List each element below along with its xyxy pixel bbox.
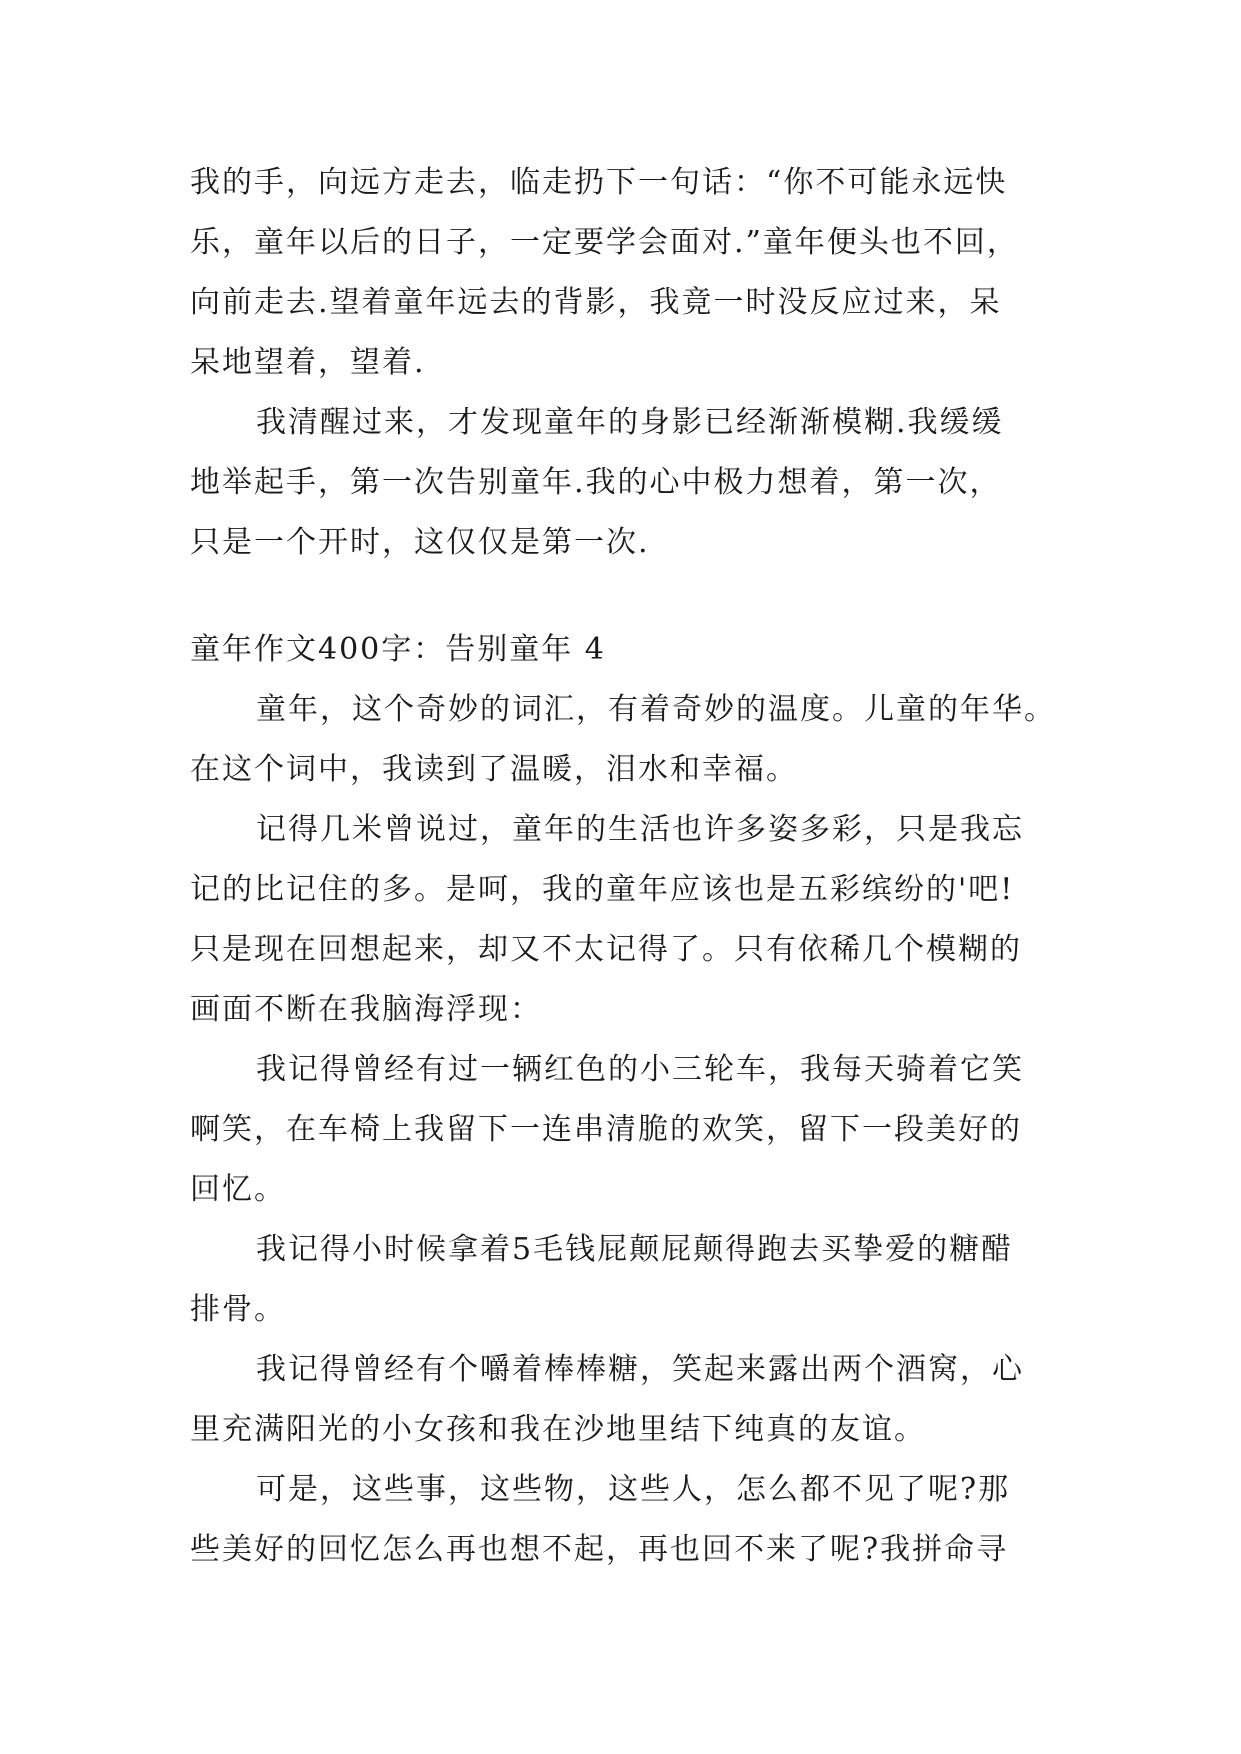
text-line: 乐，童年以后的日子，一定要学会面对.”童年便头也不回，	[190, 225, 1019, 260]
text-line: 可是，这些事，这些物，这些人，怎么都不见了呢?那	[256, 1472, 1011, 1507]
text-line: 排骨。	[190, 1292, 286, 1327]
text-line: 呆地望着，望着.	[190, 345, 426, 380]
text-line: 回忆。	[190, 1172, 286, 1207]
text-line: 童年，这个奇妙的词汇，有着奇妙的温度。儿童的年华。	[256, 692, 1056, 727]
text-line: 我清醒过来，才发现童年的身影已经渐渐模糊.我缓缓	[256, 405, 1004, 440]
text-line: 我的手，向远方走去，临走扔下一句话：“你不可能永远快	[190, 165, 1008, 200]
section-heading: 童年作文400字：告别童年 4	[190, 632, 606, 667]
text-line: 在这个词中，我读到了温暖，泪水和幸福。	[190, 752, 798, 787]
text-line: 地举起手，第一次告别童年.我的心中极力想着，第一次，	[190, 465, 1002, 500]
text-line: 只是现在回想起来，却又不太记得了。只有依稀几个模糊的	[190, 932, 1022, 967]
text-line: 记得几米曾说过，童年的生活也许多姿多彩，只是我忘	[256, 812, 1024, 847]
text-line: 啊笑，在车椅上我留下一连串清脆的欢笑，留下一段美好的	[190, 1112, 1022, 1147]
text-line: 些美好的回忆怎么再也想不起，再也回不来了呢?我拼命寻	[190, 1532, 1009, 1567]
text-line: 我记得小时候拿着5毛钱屁颠屁颠得跑去买挚爱的糖醋	[256, 1232, 1014, 1267]
text-line: 只是一个开时，这仅仅是第一次.	[190, 525, 650, 560]
text-line: 里充满阳光的小女孩和我在沙地里结下纯真的友谊。	[190, 1412, 926, 1447]
text-line: 我记得曾经有过一辆红色的小三轮车，我每天骑着它笑	[256, 1052, 1024, 1087]
text-line: 向前走去.望着童年远去的背影，我竟一时没反应过来，呆	[190, 285, 1002, 320]
text-line: 记的比记住的多。是呵，我的童年应该也是五彩缤纷的'吧!	[190, 872, 1015, 907]
text-line: 画面不断在我脑海浮现：	[190, 992, 542, 1027]
text-line: 我记得曾经有个嚼着棒棒糖，笑起来露出两个酒窝，心	[256, 1352, 1024, 1387]
